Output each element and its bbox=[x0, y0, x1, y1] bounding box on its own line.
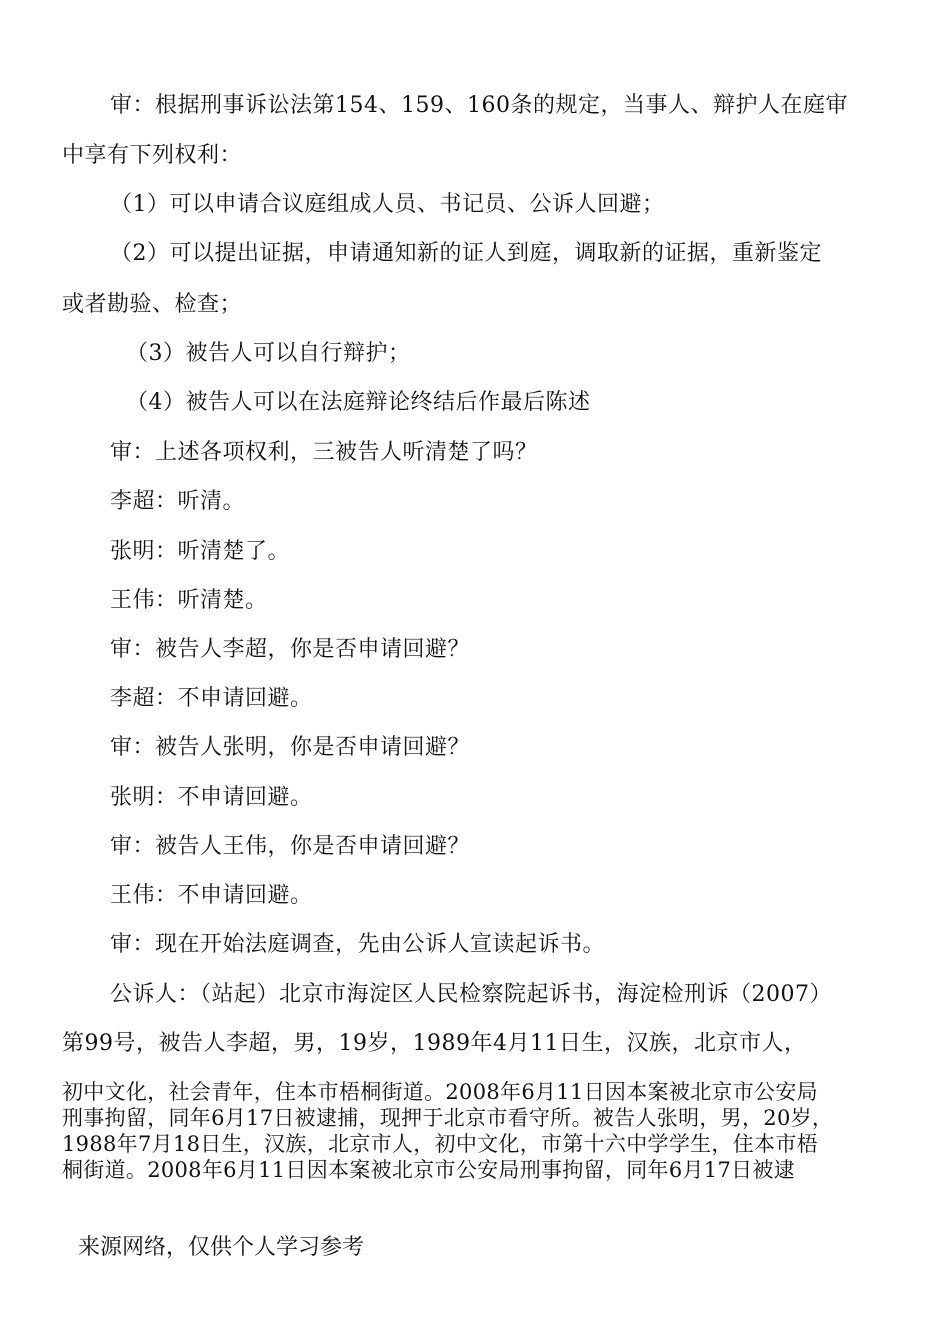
dialogue-line: 王伟：不申请回避。 bbox=[110, 883, 313, 908]
paragraph-rights-intro-line-1: 审：根据刑事诉讼法第154、159、160条的规定，当事人、辩护人在庭审 bbox=[110, 93, 848, 118]
dialogue-line: 审：现在开始法庭调查，先由公诉人宣读起诉书。 bbox=[110, 932, 606, 957]
dialogue-line: 李超：不申请回避。 bbox=[110, 686, 313, 711]
dialogue-line: 审：被告人张明，你是否申请回避？ bbox=[110, 735, 471, 760]
indictment-dense-paragraph bbox=[62, 1079, 904, 1183]
right-item-1: （1）可以申请合议庭组成人员、书记员、公诉人回避； bbox=[110, 192, 665, 217]
dialogue-line: 审：上述各项权利，三被告人听清楚了吗？ bbox=[110, 440, 538, 465]
dialogue-line: 审：被告人王伟，你是否申请回避？ bbox=[110, 834, 471, 859]
indictment-line-1: 公诉人：（站起）北京市海淀区人民检察院起诉书，海淀检刑诉（2007） bbox=[110, 982, 832, 1007]
indictment-dense-line: 初中文化，社会青年，住本市梧桐街道。2008年6月11日因本案被北京市公安局 bbox=[62, 1080, 818, 1104]
indictment-dense-line: 桐街道。2008年6月11日因本案被北京市公安局刑事拘留，同年6月17日被逮 bbox=[62, 1158, 796, 1182]
source-footer-note: 来源网络，仅供个人学习参考 bbox=[78, 1235, 365, 1260]
dialogue-line: 王伟：听清楚。 bbox=[110, 588, 268, 613]
dialogue-line: 张明：听清楚了。 bbox=[110, 539, 291, 564]
right-item-2-line-1: （2）可以提出证据，申请通知新的证人到庭，调取新的证据，重新鉴定 bbox=[110, 241, 822, 266]
right-item-4: （4）被告人可以在法庭辩论终结后作最后陈述 bbox=[126, 390, 591, 415]
paragraph-rights-intro-line-2: 中享有下列权利： bbox=[62, 143, 243, 168]
indictment-dense-line: 刑事拘留，同年6月17日被逮捕，现押于北京市看守所。被告人张明，男，20岁， bbox=[62, 1106, 834, 1130]
indictment-dense-line: 1988年7月18日生，汉族，北京市人，初中文化，市第十六中学学生，住本市梧 bbox=[62, 1132, 818, 1156]
dialogue-line: 李超：听清。 bbox=[110, 489, 246, 514]
right-item-3: （3）被告人可以自行辩护； bbox=[126, 341, 411, 366]
indictment-line-2: 第99号，被告人李超，男，19岁，1989年4月11日生，汉族，北京市人， bbox=[62, 1031, 807, 1056]
dialogue-line: 审：被告人李超，你是否申请回避？ bbox=[110, 637, 471, 662]
right-item-2-line-2: 或者勘验、检查； bbox=[62, 292, 243, 317]
dialogue-line: 张明：不申请回避。 bbox=[110, 785, 313, 810]
